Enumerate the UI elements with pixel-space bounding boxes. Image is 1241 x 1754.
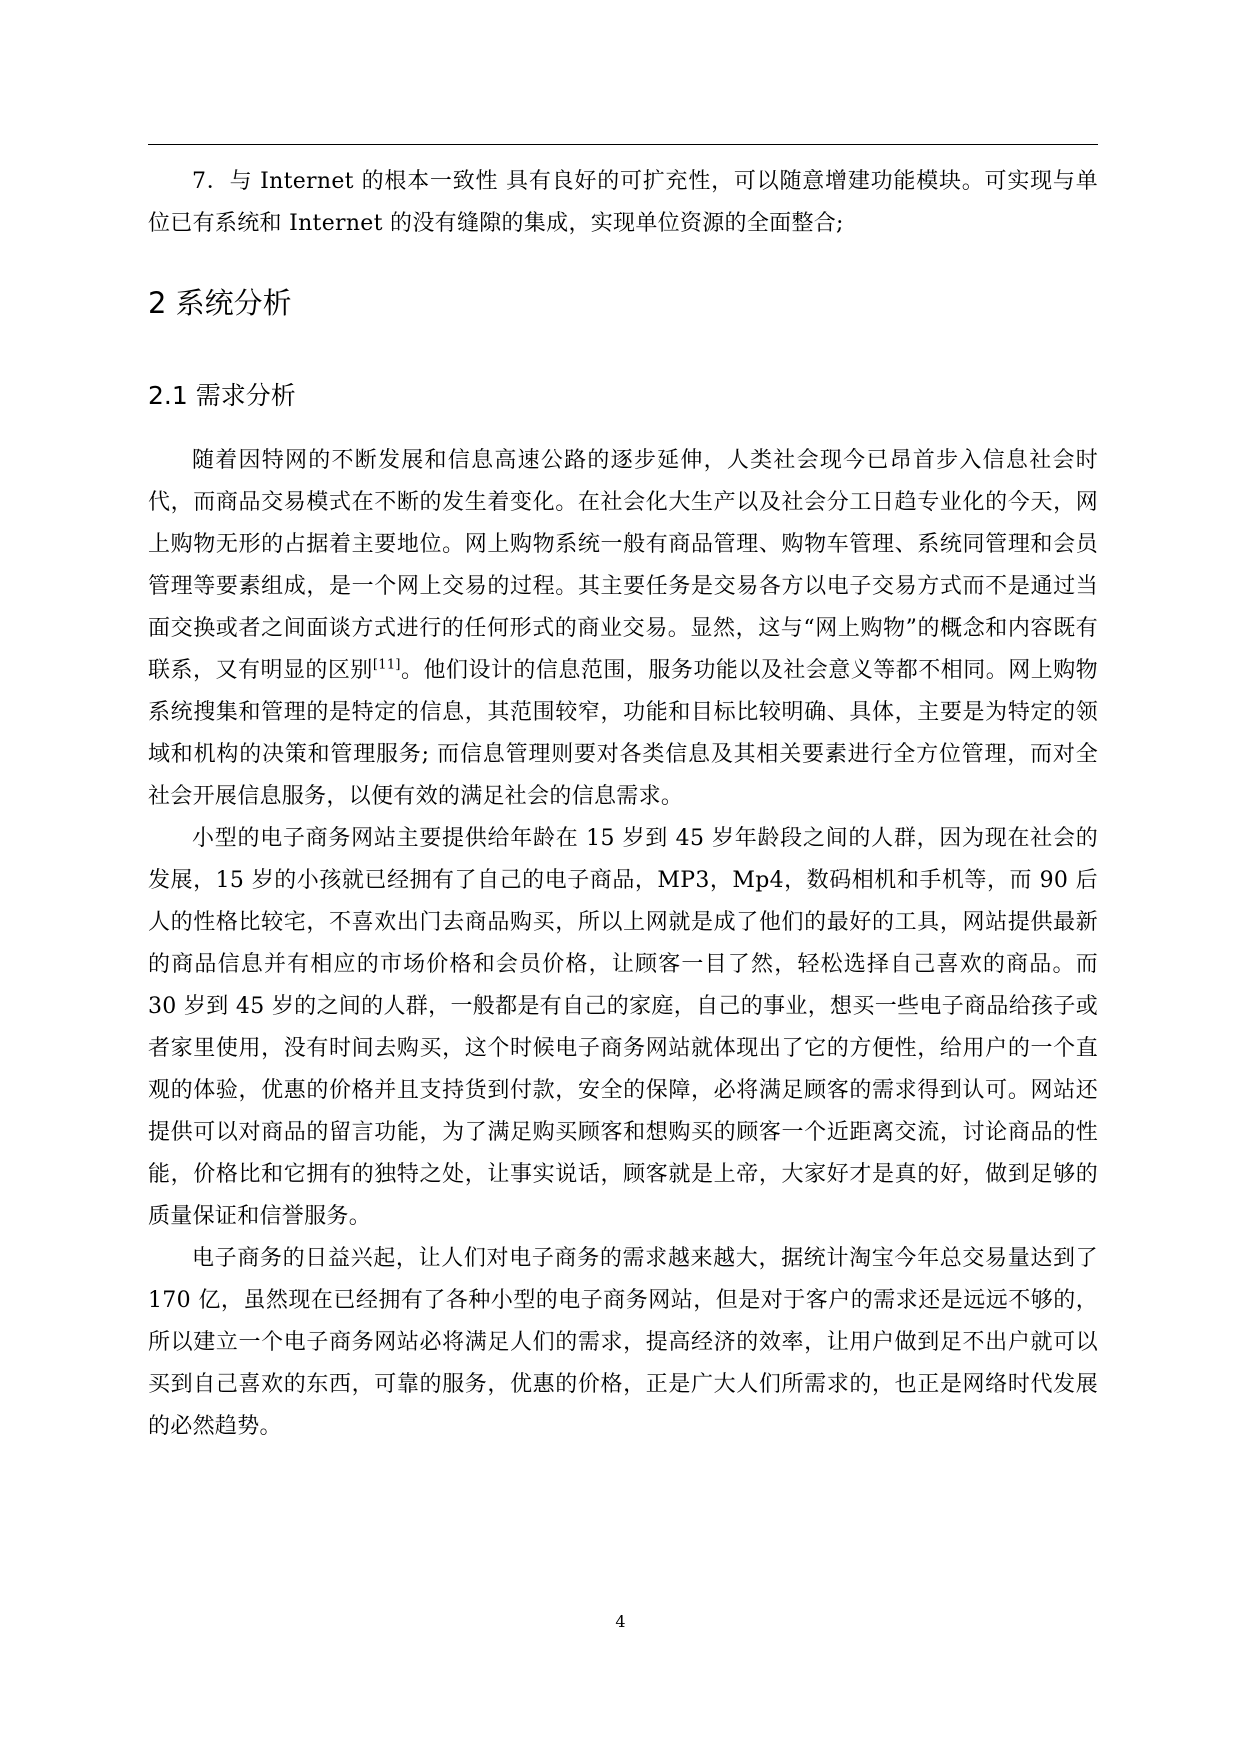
header-rule	[148, 144, 1098, 145]
citation-reference: [11]	[372, 657, 401, 673]
paragraph-text-before-citation: 随着因特网的不断发展和信息高速公路的逐步延伸，人类社会现今已昂首步入信息社会时代，而商品交易模式在不断的发生着变化。在社会化大生产以及社会分工日趋专业化的今天，网上购物无形的占据着主要地位。网上购物系统一般有商品管理、购物车管理、系统同管理和会员管理等要素组成，是一个网上交易的过程。其主要任务是交易各方以电子交易方式而不是通过当面交换或者之间面谈方式进行的任何形式的商业交易。显然，这与“网上购物”的概念和内容既有联系，又有明显的区别	[148, 448, 1098, 683]
paragraph-internet-consistency: 7．与 Internet 的根本一致性 具有良好的可扩充性，可以随意增建功能模块。可实现与单位已有系统和 Internet 的没有缝隙的集成，实现单位资源的全面整合;	[148, 169, 1098, 236]
section-heading: 2 系统分析	[148, 286, 292, 320]
page-number: 4	[615, 1612, 626, 1631]
paragraph-target-users: 小型的电子商务网站主要提供给年龄在 15 岁到 45 岁年龄段之间的人群，因为现在社会的发展，15 岁的小孩就已经拥有了自己的电子商品，MP3，Mp4，数码相机和手机等，而 90 后人的性格比较宅，不喜欢出门去商品购买，所以上网就是成了他们的最好的工具，网站提供最新的商品信息并有相应的市场价格和会员价格，让顾客一目了然，轻松选择自己喜欢的商品。而 30 岁到 45 岁的之间的人群，一般都是有自己的家庭，自己的事业，想买一些电子商品给孩子或者家里使用，没有时间去购买，这个时候电子商务网站就体现出了它的方便性，给用户的一个直观的体验，优惠的价格并且支持货到付款，安全的保障，必将满足顾客的需求得到认可。网站还提供可以对商品的留言功能，为了满足购买顾客和想购买的顾客一个近距离交流，讨论商品的性能，价格比和它拥有的独特之处，让事实说话，顾客就是上帝，大家好才是真的好，做到足够的质量保证和信誉服务。	[148, 826, 1098, 1229]
paragraph-text-after-citation: 。他们设计的信息范围，服务功能以及社会意义等都不相同。网上购物系统搜集和管理的是特定的信息，其范围较窄，功能和目标比较明确、具体，主要是为特定的领域和机构的决策和管理服务; 而信息管理则要对各类信息及其相关要素进行全方位管理，而对全社会开展信息服务，以便有效的满足社会的信息需求。	[148, 658, 1098, 809]
paragraph-ecommerce-demand: 电子商务的日益兴起，让人们对电子商务的需求越来越大，据统计淘宝今年总交易量达到了 170 亿，虽然现在已经拥有了各种小型的电子商务网站，但是对于客户的需求还是远远不够的，所以建立一个电子商务网站必将满足人们的需求，提高经济的效率，让用户做到足不出户就可以买到自己喜欢的东西，可靠的服务，优惠的价格，正是广大人们所需求的，也正是网络时代发展的必然趋势。	[148, 1246, 1098, 1439]
paragraph-requirements-intro	[148, 440, 1098, 818]
subsection-heading: 2.1 需求分析	[148, 381, 296, 410]
document-body	[148, 161, 1098, 1448]
